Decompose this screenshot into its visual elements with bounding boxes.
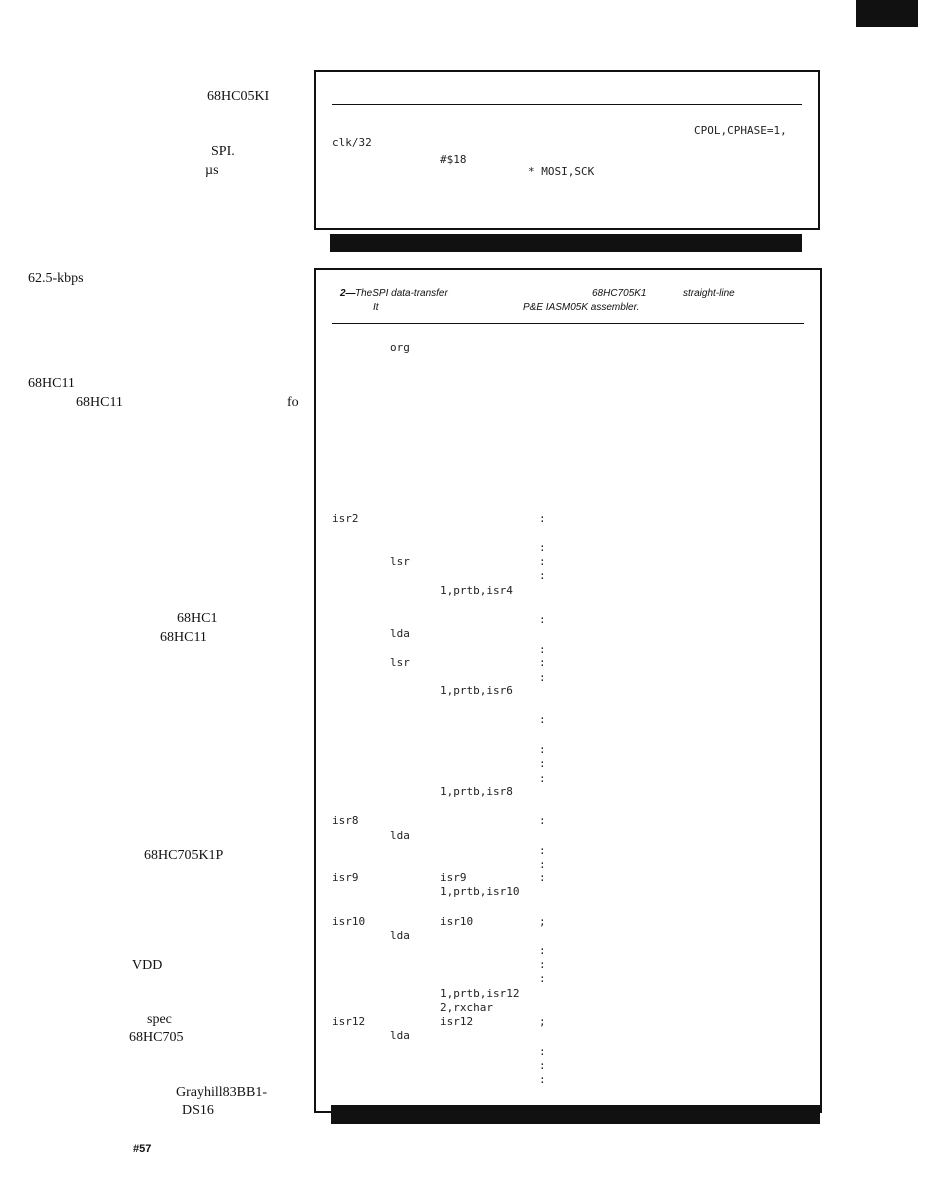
body-text-fragment: 68HC11 bbox=[76, 395, 123, 410]
body-text-fragment: SPI. bbox=[211, 144, 235, 159]
code-line: isr9 bbox=[332, 871, 359, 884]
listing-2-shadow-bar bbox=[331, 1105, 820, 1124]
listing-1-rule bbox=[332, 104, 802, 105]
code-line: : bbox=[539, 757, 546, 770]
caption-fragment: 68HC705K1 bbox=[592, 288, 647, 299]
code-line: 1,prtb,isr8 bbox=[440, 785, 513, 798]
body-text-fragment: 68HC1 bbox=[177, 611, 218, 626]
listing-2-caption-number: 2— bbox=[340, 288, 356, 299]
body-text-fragment: 68HC11 bbox=[160, 630, 207, 645]
listing-1-box bbox=[314, 70, 820, 230]
body-text-fragment: 68HC11 bbox=[28, 376, 75, 391]
code-line: lsr bbox=[390, 656, 410, 669]
body-text-fragment: µs bbox=[205, 163, 219, 178]
code-line: 1,prtb,isr12 bbox=[440, 987, 520, 1000]
body-text-fragment: DS16 bbox=[182, 1103, 214, 1118]
body-text-fragment: fo bbox=[287, 395, 299, 410]
body-text-fragment: spec bbox=[147, 1012, 172, 1027]
code-line: : bbox=[539, 858, 546, 871]
code-line: : bbox=[539, 643, 546, 656]
caption-fragment: It bbox=[373, 302, 379, 313]
code-line: : bbox=[539, 613, 546, 626]
code-line: 1,prtb,isr4 bbox=[440, 584, 513, 597]
code-line: : bbox=[539, 814, 546, 827]
listing-2-rule bbox=[332, 323, 804, 324]
code-line: lda bbox=[390, 829, 410, 842]
body-text-fragment: 68HC05KI bbox=[207, 89, 270, 104]
code-line: : bbox=[539, 671, 546, 684]
code-line: #$18 bbox=[440, 153, 467, 166]
code-line: : bbox=[539, 958, 546, 971]
code-line: * MOSI,SCK bbox=[528, 165, 595, 178]
code-line: 1,prtb,isr6 bbox=[440, 684, 513, 697]
code-line: ; bbox=[539, 1015, 546, 1028]
code-line: org bbox=[390, 341, 410, 354]
code-line: : bbox=[539, 541, 546, 554]
code-line: : bbox=[539, 944, 546, 957]
caption-fragment: P&E IASM05K assembler. bbox=[523, 302, 640, 313]
code-line: lda bbox=[390, 1029, 410, 1042]
code-line: : bbox=[539, 1059, 546, 1072]
code-line: : bbox=[539, 512, 546, 525]
code-line: : bbox=[539, 972, 546, 985]
code-line: : bbox=[539, 1073, 546, 1086]
code-line: isr12 bbox=[440, 1015, 474, 1028]
code-line: ; bbox=[539, 915, 546, 928]
body-text-fragment: 62.5-kbps bbox=[28, 271, 84, 286]
code-line: lsr bbox=[390, 555, 410, 568]
code-line: isr8 bbox=[332, 814, 359, 827]
code-line: lda bbox=[390, 929, 410, 942]
code-line: : bbox=[539, 772, 546, 785]
body-text-fragment: 68HC705K1P bbox=[144, 848, 224, 863]
body-text-fragment: VDD bbox=[132, 958, 163, 973]
code-line: isr12 bbox=[332, 1015, 366, 1028]
code-line: : bbox=[539, 871, 546, 884]
code-line: lda bbox=[390, 627, 410, 640]
code-line: : bbox=[539, 555, 546, 568]
listing-2-box bbox=[314, 268, 822, 1113]
page-number: #57 bbox=[133, 1143, 152, 1155]
code-line: CPOL,CPHASE=1, bbox=[694, 124, 787, 137]
caption-fragment: TheSPI data-transfer bbox=[355, 288, 448, 299]
code-line: clk/32 bbox=[332, 136, 372, 149]
code-line: : bbox=[539, 844, 546, 857]
code-line: : bbox=[539, 656, 546, 669]
caption-fragment: straight-line bbox=[683, 288, 735, 299]
code-line: isr10 bbox=[332, 915, 366, 928]
body-text-fragment: Grayhill83BB1- bbox=[176, 1085, 267, 1100]
code-line: : bbox=[539, 713, 546, 726]
code-line: isr10 bbox=[440, 915, 474, 928]
code-line: : bbox=[539, 1045, 546, 1058]
listing-1-shadow-bar bbox=[330, 234, 802, 252]
code-line: isr2 bbox=[332, 512, 359, 525]
corner-tab bbox=[856, 0, 918, 27]
body-text-fragment: 68HC705 bbox=[129, 1030, 184, 1045]
code-line: : bbox=[539, 743, 546, 756]
code-line: isr9 bbox=[440, 871, 467, 884]
code-line: 1,prtb,isr10 bbox=[440, 885, 520, 898]
code-line: 2,rxchar bbox=[440, 1001, 493, 1014]
code-line: : bbox=[539, 569, 546, 582]
